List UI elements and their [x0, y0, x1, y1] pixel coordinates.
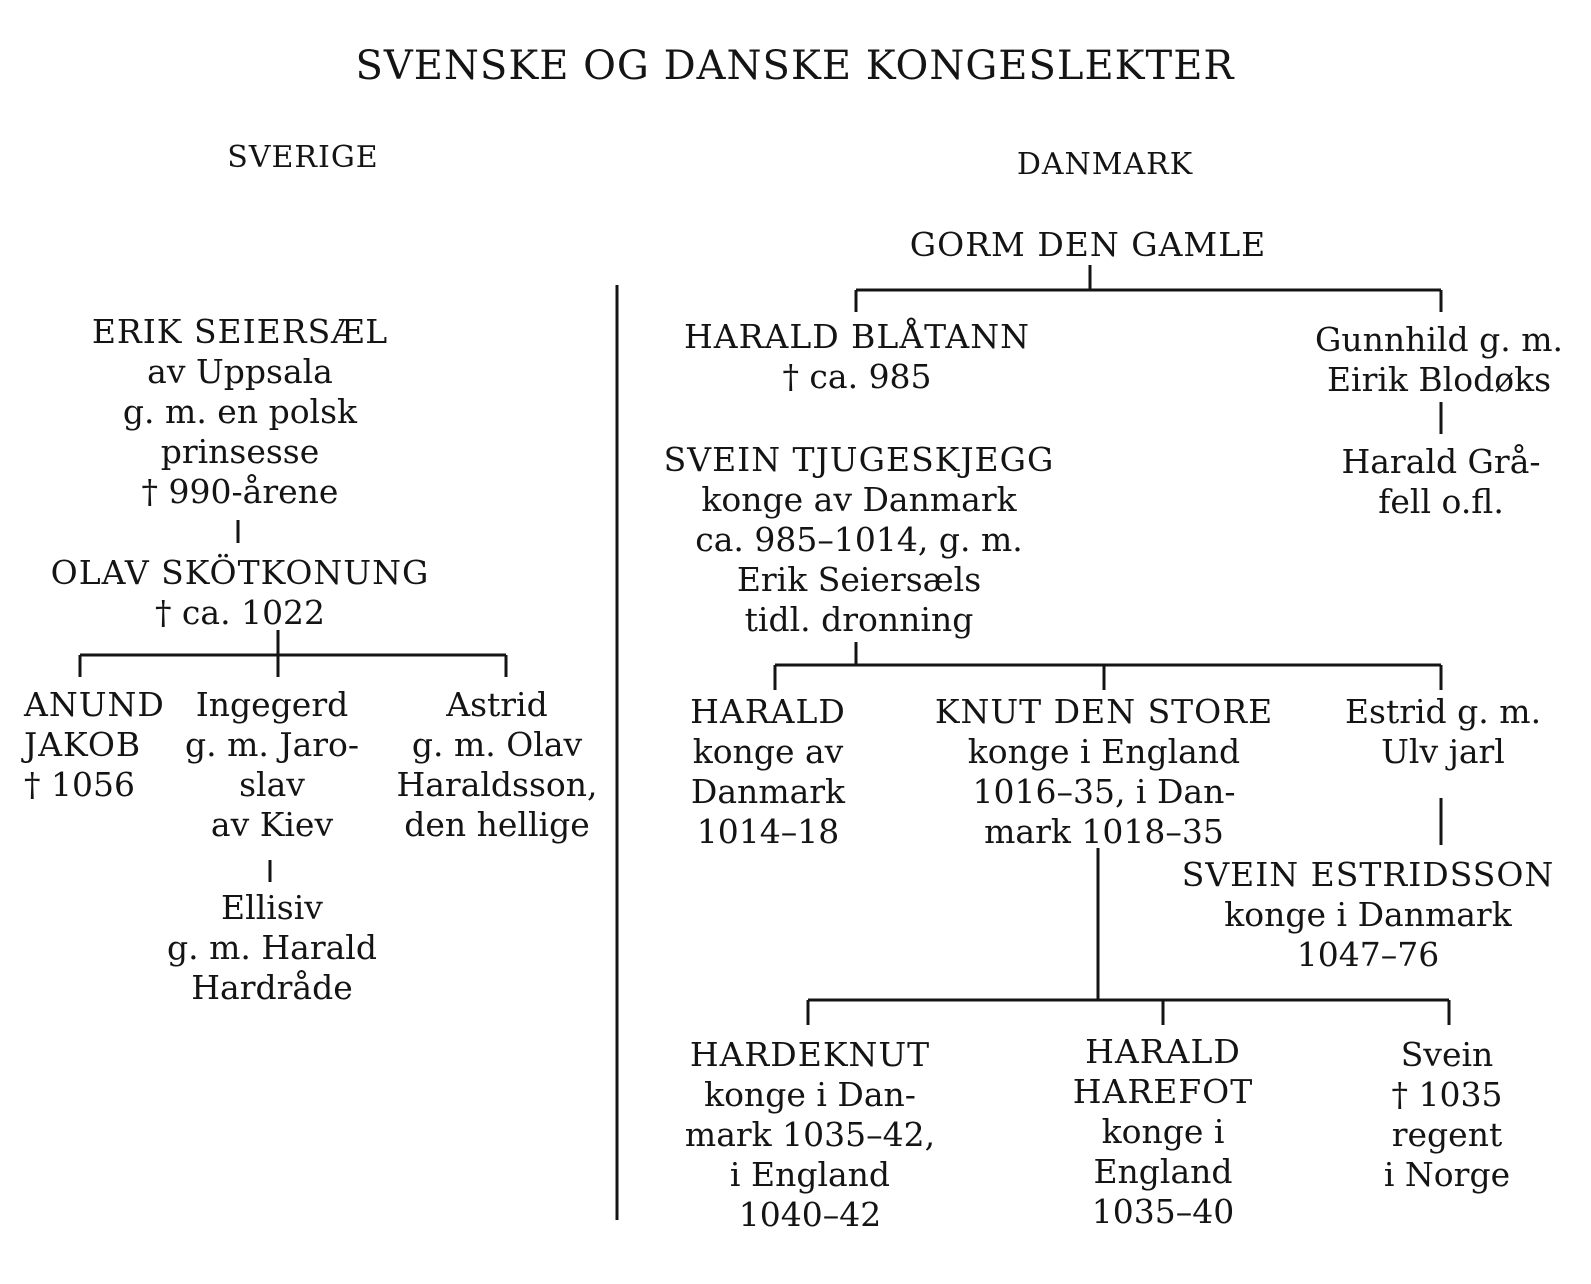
node-harald [690, 692, 846, 852]
node-hardeknut [685, 1035, 935, 1235]
node-estrid [1345, 692, 1541, 772]
erik-detail: g. m. en polsk [122, 392, 358, 431]
node-svein [1384, 1035, 1510, 1195]
svein-line: i Norge [1383, 1155, 1511, 1194]
ingegerd-line: slav [239, 765, 305, 804]
erik-detail: † 990-årene [141, 472, 339, 511]
harald-blatann-detail: † ca. 985 [782, 357, 932, 396]
astrid-line: Haraldsson, [396, 765, 598, 804]
ellisiv-line: Ellisiv [221, 888, 323, 927]
ellisiv-line: g. m. Harald [167, 928, 377, 967]
knut-detail: 1016–35, i Dan- [972, 772, 1236, 811]
node-svein-estridsson [1182, 855, 1555, 975]
page-title: SVENSKE OG DANSKE KONGESLEKTER [355, 43, 1235, 89]
harald-detail: Danmark [690, 772, 846, 811]
harald-detail: 1014–18 [696, 812, 840, 851]
node-knut-den-store [935, 692, 1273, 852]
anund-name: ANUND [24, 685, 165, 724]
hardeknut-detail: i England [729, 1155, 891, 1194]
knut-detail: konge i England [967, 732, 1241, 771]
gunnhild-line: Eirik Blodøks [1326, 360, 1552, 399]
node-harald-blatann [684, 317, 1030, 397]
anund-detail: † 1056 [24, 765, 135, 804]
harald-detail: konge av [692, 732, 844, 771]
node-ingegerd [185, 685, 359, 845]
node-anund-jakob [24, 685, 165, 805]
svein-tjugeskjegg-detail: Erik Seiersæls [736, 560, 982, 599]
svein-tjugeskjegg-name: SVEIN TJUGESKJEGG [663, 440, 1055, 479]
erik-detail: prinsesse [160, 432, 320, 471]
astrid-line: g. m. Olav [411, 725, 583, 764]
svein-line: regent [1391, 1115, 1503, 1154]
estrid-line: Ulv jarl [1381, 732, 1505, 771]
hardeknut-detail: 1040–42 [738, 1195, 882, 1234]
ingegerd-line: Ingegerd [195, 685, 349, 724]
anund-name: JAKOB [24, 725, 142, 764]
hardeknut-name: HARDEKNUT [689, 1035, 931, 1074]
gunnhild-line: Gunnhild g. m. [1315, 320, 1563, 359]
knut-detail: mark 1018–35 [984, 812, 1224, 851]
astrid-line: Astrid [446, 685, 548, 724]
astrid-line: den hellige [404, 805, 590, 844]
harald-harefot-detail: 1035–40 [1091, 1192, 1235, 1231]
olav-detail: † ca. 1022 [154, 593, 326, 632]
heading-danmark: DANMARK [1016, 147, 1194, 182]
svein-estridsson-detail: 1047–76 [1296, 935, 1440, 974]
harald-grafell-line: Harald Grå- [1341, 442, 1541, 481]
estrid-line: Estrid g. m. [1344, 692, 1542, 731]
knut-name: KNUT DEN STORE [934, 692, 1274, 731]
hardeknut-detail: mark 1035–42, [684, 1115, 936, 1154]
harald-name: HARALD [690, 692, 846, 731]
harald-harefot-detail: England [1093, 1152, 1233, 1191]
harald-blatann-name: HARALD BLÅTANN [684, 317, 1030, 356]
svein-line: Svein [1400, 1035, 1494, 1074]
node-svein-tjugeskjegg [664, 440, 1055, 640]
ingegerd-line: g. m. Jaro- [184, 725, 360, 764]
olav-name: OLAV SKÖTKONUNG [50, 553, 430, 592]
svein-tjugeskjegg-detail: ca. 985–1014, g. m. [695, 520, 1023, 559]
ellisiv-line: Hardråde [191, 968, 353, 1007]
node-ellisiv [167, 888, 377, 1008]
svein-estridsson-detail: konge i Danmark [1224, 895, 1512, 934]
erik-detail: av Uppsala [147, 352, 333, 391]
node-gorm-den-gamle [910, 225, 1266, 265]
harald-harefot-name: HAREFOT [1072, 1072, 1254, 1111]
hardeknut-detail: konge i Dan- [704, 1075, 916, 1114]
erik-name: ERIK SEIERSÆL [91, 312, 389, 351]
harald-harefot-name: HARALD [1085, 1032, 1241, 1071]
svein-estridsson-name: SVEIN ESTRIDSSON [1181, 855, 1555, 894]
ingegerd-line: av Kiev [210, 805, 334, 844]
harald-grafell-line: fell o.fl. [1378, 482, 1504, 521]
node-astrid [396, 685, 597, 845]
heading-sverige: SVERIGE [227, 140, 379, 175]
node-olav-skotkonung [51, 553, 430, 633]
harald-harefot-detail: konge i [1101, 1112, 1225, 1151]
svein-line: † 1035 [1391, 1075, 1503, 1114]
node-harald-harefot [1073, 1032, 1254, 1232]
node-erik-seiersael [92, 312, 388, 512]
svein-tjugeskjegg-detail: tidl. dronning [744, 600, 974, 639]
node-harald-grafell [1341, 442, 1540, 522]
gorm-name: GORM DEN GAMLE [909, 225, 1267, 264]
node-gunnhild [1315, 320, 1563, 400]
svein-tjugeskjegg-detail: konge av Danmark [701, 480, 1017, 519]
